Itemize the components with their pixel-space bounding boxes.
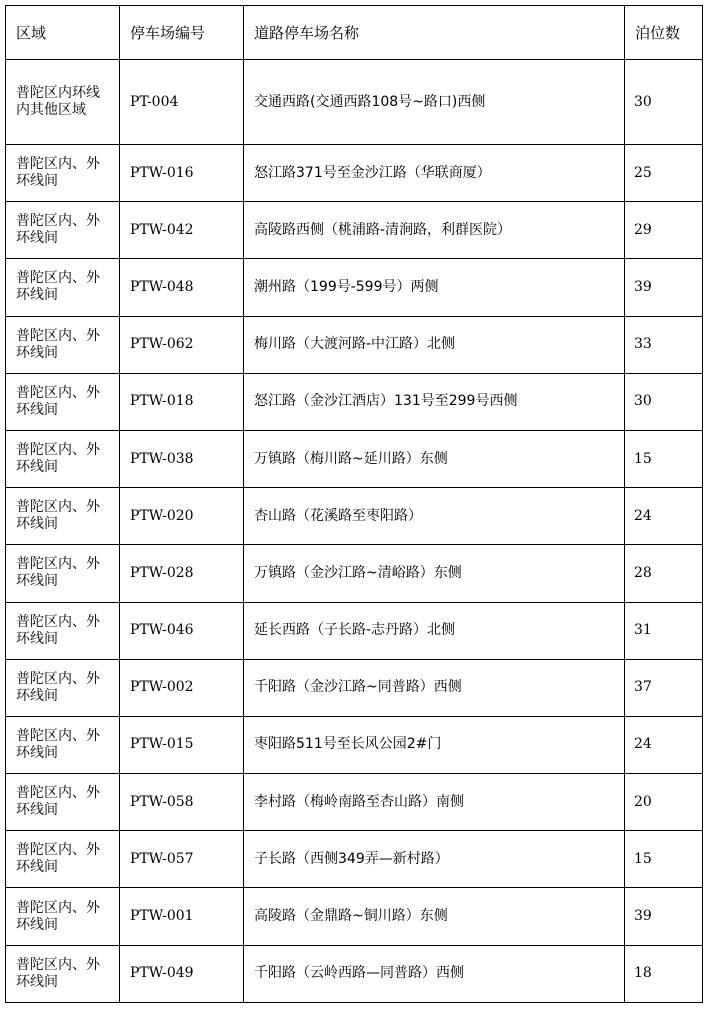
name-cell: 梅川路（大渡河路-中江路）北侧 xyxy=(244,316,625,373)
table-row xyxy=(6,430,703,487)
name-cell: 千阳路（金沙江路~同普路）西侧 xyxy=(244,659,625,716)
table-row xyxy=(6,888,703,945)
spaces-cell: 31 xyxy=(625,602,703,659)
name-cell: 万镇路（梅川路~延川路）东侧 xyxy=(244,430,625,487)
code-cell: PTW-001 xyxy=(120,888,244,945)
spaces-cell: 39 xyxy=(625,888,703,945)
name-cell: 子长路（西侧349弄—新村路） xyxy=(244,831,625,888)
name-cell: 千阳路（云岭西路—同普路）西侧 xyxy=(244,945,625,1002)
name-cell: 怒江路371号至金沙江路（华联商厦） xyxy=(244,145,625,202)
spaces-cell: 30 xyxy=(625,373,703,430)
spaces-cell: 24 xyxy=(625,716,703,773)
table-row xyxy=(6,716,703,773)
table-row xyxy=(6,774,703,831)
code-cell: PTW-016 xyxy=(120,145,244,202)
header-row xyxy=(6,6,703,60)
name-cell: 李村路（梅岭南路至杏山路）南侧 xyxy=(244,774,625,831)
table-row xyxy=(6,659,703,716)
code-cell: PTW-058 xyxy=(120,774,244,831)
code-cell: PTW-018 xyxy=(120,373,244,430)
area-cell: 普陀区内、外环线间 xyxy=(6,831,120,888)
table-row xyxy=(6,202,703,259)
code-cell: PTW-049 xyxy=(120,945,244,1002)
area-cell: 普陀区内、外环线间 xyxy=(6,659,120,716)
area-cell: 普陀区内、外环线间 xyxy=(6,774,120,831)
table-row xyxy=(6,316,703,373)
area-cell: 普陀区内、外环线间 xyxy=(6,202,120,259)
area-cell: 普陀区内、外环线间 xyxy=(6,145,120,202)
spaces-cell: 24 xyxy=(625,488,703,545)
code-cell: PTW-048 xyxy=(120,259,244,316)
name-cell: 高陵路（金鼎路~铜川路）东侧 xyxy=(244,888,625,945)
name-cell: 延长西路（子长路-志丹路）北侧 xyxy=(244,602,625,659)
area-cell: 普陀区内、外环线间 xyxy=(6,316,120,373)
name-cell: 怒江路（金沙江酒店）131号至299号西侧 xyxy=(244,373,625,430)
table-row xyxy=(6,488,703,545)
name-cell: 交通西路(交通西路108号~路口)西侧 xyxy=(244,60,625,145)
spaces-cell: 20 xyxy=(625,774,703,831)
area-cell: 普陀区内、外环线间 xyxy=(6,716,120,773)
header-area: 区域 xyxy=(6,6,120,60)
spaces-cell: 30 xyxy=(625,60,703,145)
name-cell: 枣阳路511号至长风公园2#门 xyxy=(244,716,625,773)
header-code: 停车场编号 xyxy=(120,6,244,60)
spaces-cell: 15 xyxy=(625,430,703,487)
area-cell: 普陀区内、外环线间 xyxy=(6,945,120,1002)
spaces-cell: 39 xyxy=(625,259,703,316)
spaces-cell: 25 xyxy=(625,145,703,202)
area-cell: 普陀区内、外环线间 xyxy=(6,373,120,430)
spaces-cell: 37 xyxy=(625,659,703,716)
table-row xyxy=(6,945,703,1002)
table-row xyxy=(6,545,703,602)
code-cell: PTW-028 xyxy=(120,545,244,602)
code-cell: PTW-038 xyxy=(120,430,244,487)
name-cell: 潮州路（199号-599号）两侧 xyxy=(244,259,625,316)
area-cell: 普陀区内、外环线间 xyxy=(6,602,120,659)
header-name: 道路停车场名称 xyxy=(244,6,625,60)
code-cell: PTW-015 xyxy=(120,716,244,773)
spaces-cell: 33 xyxy=(625,316,703,373)
area-cell: 普陀区内环线内其他区域 xyxy=(6,60,120,145)
name-cell: 杏山路（花溪路至枣阳路） xyxy=(244,488,625,545)
parking-table xyxy=(5,5,703,1003)
header-spaces: 泊位数 xyxy=(625,6,703,60)
code-cell: PTW-046 xyxy=(120,602,244,659)
spaces-cell: 15 xyxy=(625,831,703,888)
spaces-cell: 28 xyxy=(625,545,703,602)
code-cell: PTW-002 xyxy=(120,659,244,716)
code-cell: PT-004 xyxy=(120,60,244,145)
area-cell: 普陀区内、外环线间 xyxy=(6,488,120,545)
code-cell: PTW-062 xyxy=(120,316,244,373)
name-cell: 万镇路（金沙江路~清峪路）东侧 xyxy=(244,545,625,602)
table-row xyxy=(6,60,703,145)
code-cell: PTW-042 xyxy=(120,202,244,259)
table-row xyxy=(6,145,703,202)
code-cell: PTW-057 xyxy=(120,831,244,888)
area-cell: 普陀区内、外环线间 xyxy=(6,259,120,316)
table-row xyxy=(6,259,703,316)
area-cell: 普陀区内、外环线间 xyxy=(6,430,120,487)
table-row xyxy=(6,831,703,888)
spaces-cell: 18 xyxy=(625,945,703,1002)
table-row xyxy=(6,602,703,659)
table-row xyxy=(6,373,703,430)
spaces-cell: 29 xyxy=(625,202,703,259)
area-cell: 普陀区内、外环线间 xyxy=(6,545,120,602)
code-cell: PTW-020 xyxy=(120,488,244,545)
area-cell: 普陀区内、外环线间 xyxy=(6,888,120,945)
name-cell: 高陵路西侧（桃浦路-清涧路，利群医院） xyxy=(244,202,625,259)
